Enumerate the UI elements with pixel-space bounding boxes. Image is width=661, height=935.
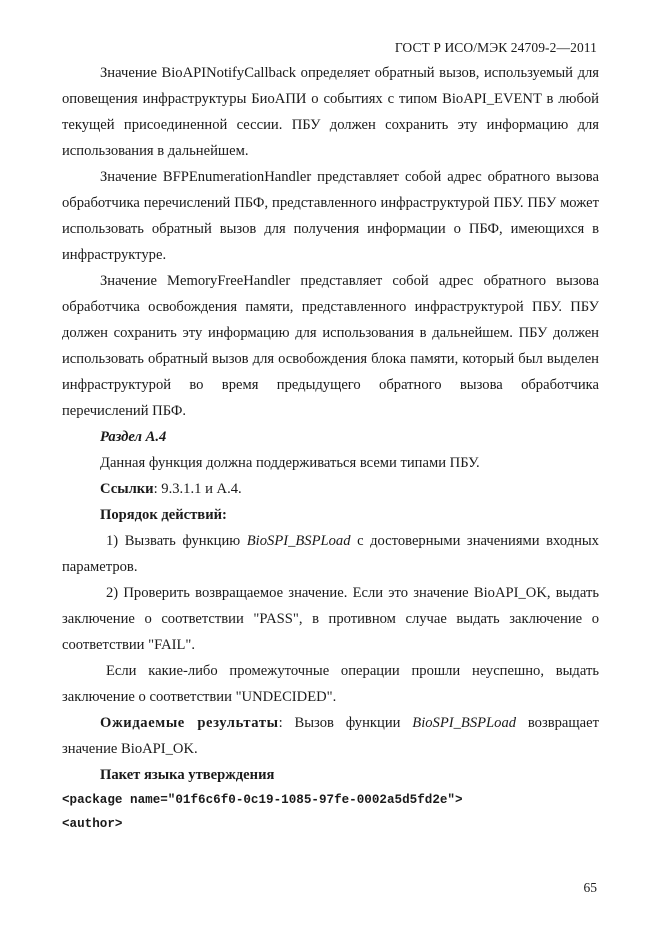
procedure-step-3: Если какие-либо промежуточные операции прошли неуспешно, выдать заключение о соответствии "UNDECIDED". — [62, 663, 599, 705]
expected-function-name: BioSPI_BSPLoad — [412, 715, 517, 731]
step1-prefix: 1) Вызвать функцию — [106, 533, 247, 549]
package-heading — [62, 762, 599, 788]
code-line-package: <package name="01f6c6f0-0c19-1085-97fe-0002a5d5fd2e"> — [62, 793, 463, 807]
step1-function-name: BioSPI_BSPLoad — [246, 533, 351, 549]
paragraph-notify-callback: Значение BioAPINotifyCallback определяет обратный вызов, используемый для оповещения инфраструктуры БиоАПИ о событиях с типом BioAPI_EVENT в любой текущей присоединенной сессии. ПБУ должен сохранить эту информацию для использования в дальнейшем. — [62, 65, 599, 159]
references-line — [62, 476, 599, 502]
section-heading — [62, 424, 599, 450]
package-heading-label: Пакет языка утверждения — [100, 767, 275, 783]
code-line-author: <author> — [62, 817, 123, 831]
support-statement: Данная функция должна поддерживаться всеми типами ПБУ. — [100, 455, 480, 471]
references-label: Ссылки — [100, 481, 154, 497]
section-title: Раздел А.4 — [100, 429, 167, 445]
expected-results — [62, 710, 599, 762]
paragraph-enumeration-handler: Значение BFPEnumerationHandler представляет собой адрес обратного вызова обработчика перечислений ПБФ, представленного инфраструктурой ПБУ. ПБУ может использовать обратный вызов для получения информации о ПБФ, имеющихся в инфраструктуре. — [62, 169, 599, 263]
procedure-heading — [62, 502, 599, 528]
expected-label: Ожидаемые результаты — [100, 715, 279, 731]
references-value: : 9.3.1.1 и А.4. — [153, 481, 242, 497]
document-body — [62, 60, 599, 836]
standard-header: ГОСТ Р ИСО/МЭК 24709-2—2011 — [394, 40, 597, 55]
procedure-step-2: 2) Проверить возвращаемое значение. Если это значение BioAPI_OK, выдать заключение о соответствии "PASS", в противном случае выдать заключение о соответствии "FAIL". — [62, 585, 599, 653]
expected-suffix: возвращает значение BioAPI_OK. — [62, 715, 599, 757]
procedure-step-1 — [62, 528, 599, 580]
expected-prefix: : Вызов функции — [278, 715, 413, 731]
step1-suffix: с достоверными значениями входных параметров. — [62, 533, 599, 575]
paragraph-memory-free-handler: Значение MemoryFreeHandler представляет собой адрес обратного вызова обработчика освобождения памяти, представленного инфраструктурой ПБУ. ПБУ должен сохранить эту информацию для использования в дальнейшем. ПБУ должен использовать обратный вызов для освобождения блока памяти, который был выделен инфраструктурой во время предыдущего обратного вызова обработчика перечислений ПБФ. — [62, 273, 599, 419]
procedure-label: Порядок действий: — [100, 507, 227, 523]
page-number: 65 — [583, 880, 597, 895]
